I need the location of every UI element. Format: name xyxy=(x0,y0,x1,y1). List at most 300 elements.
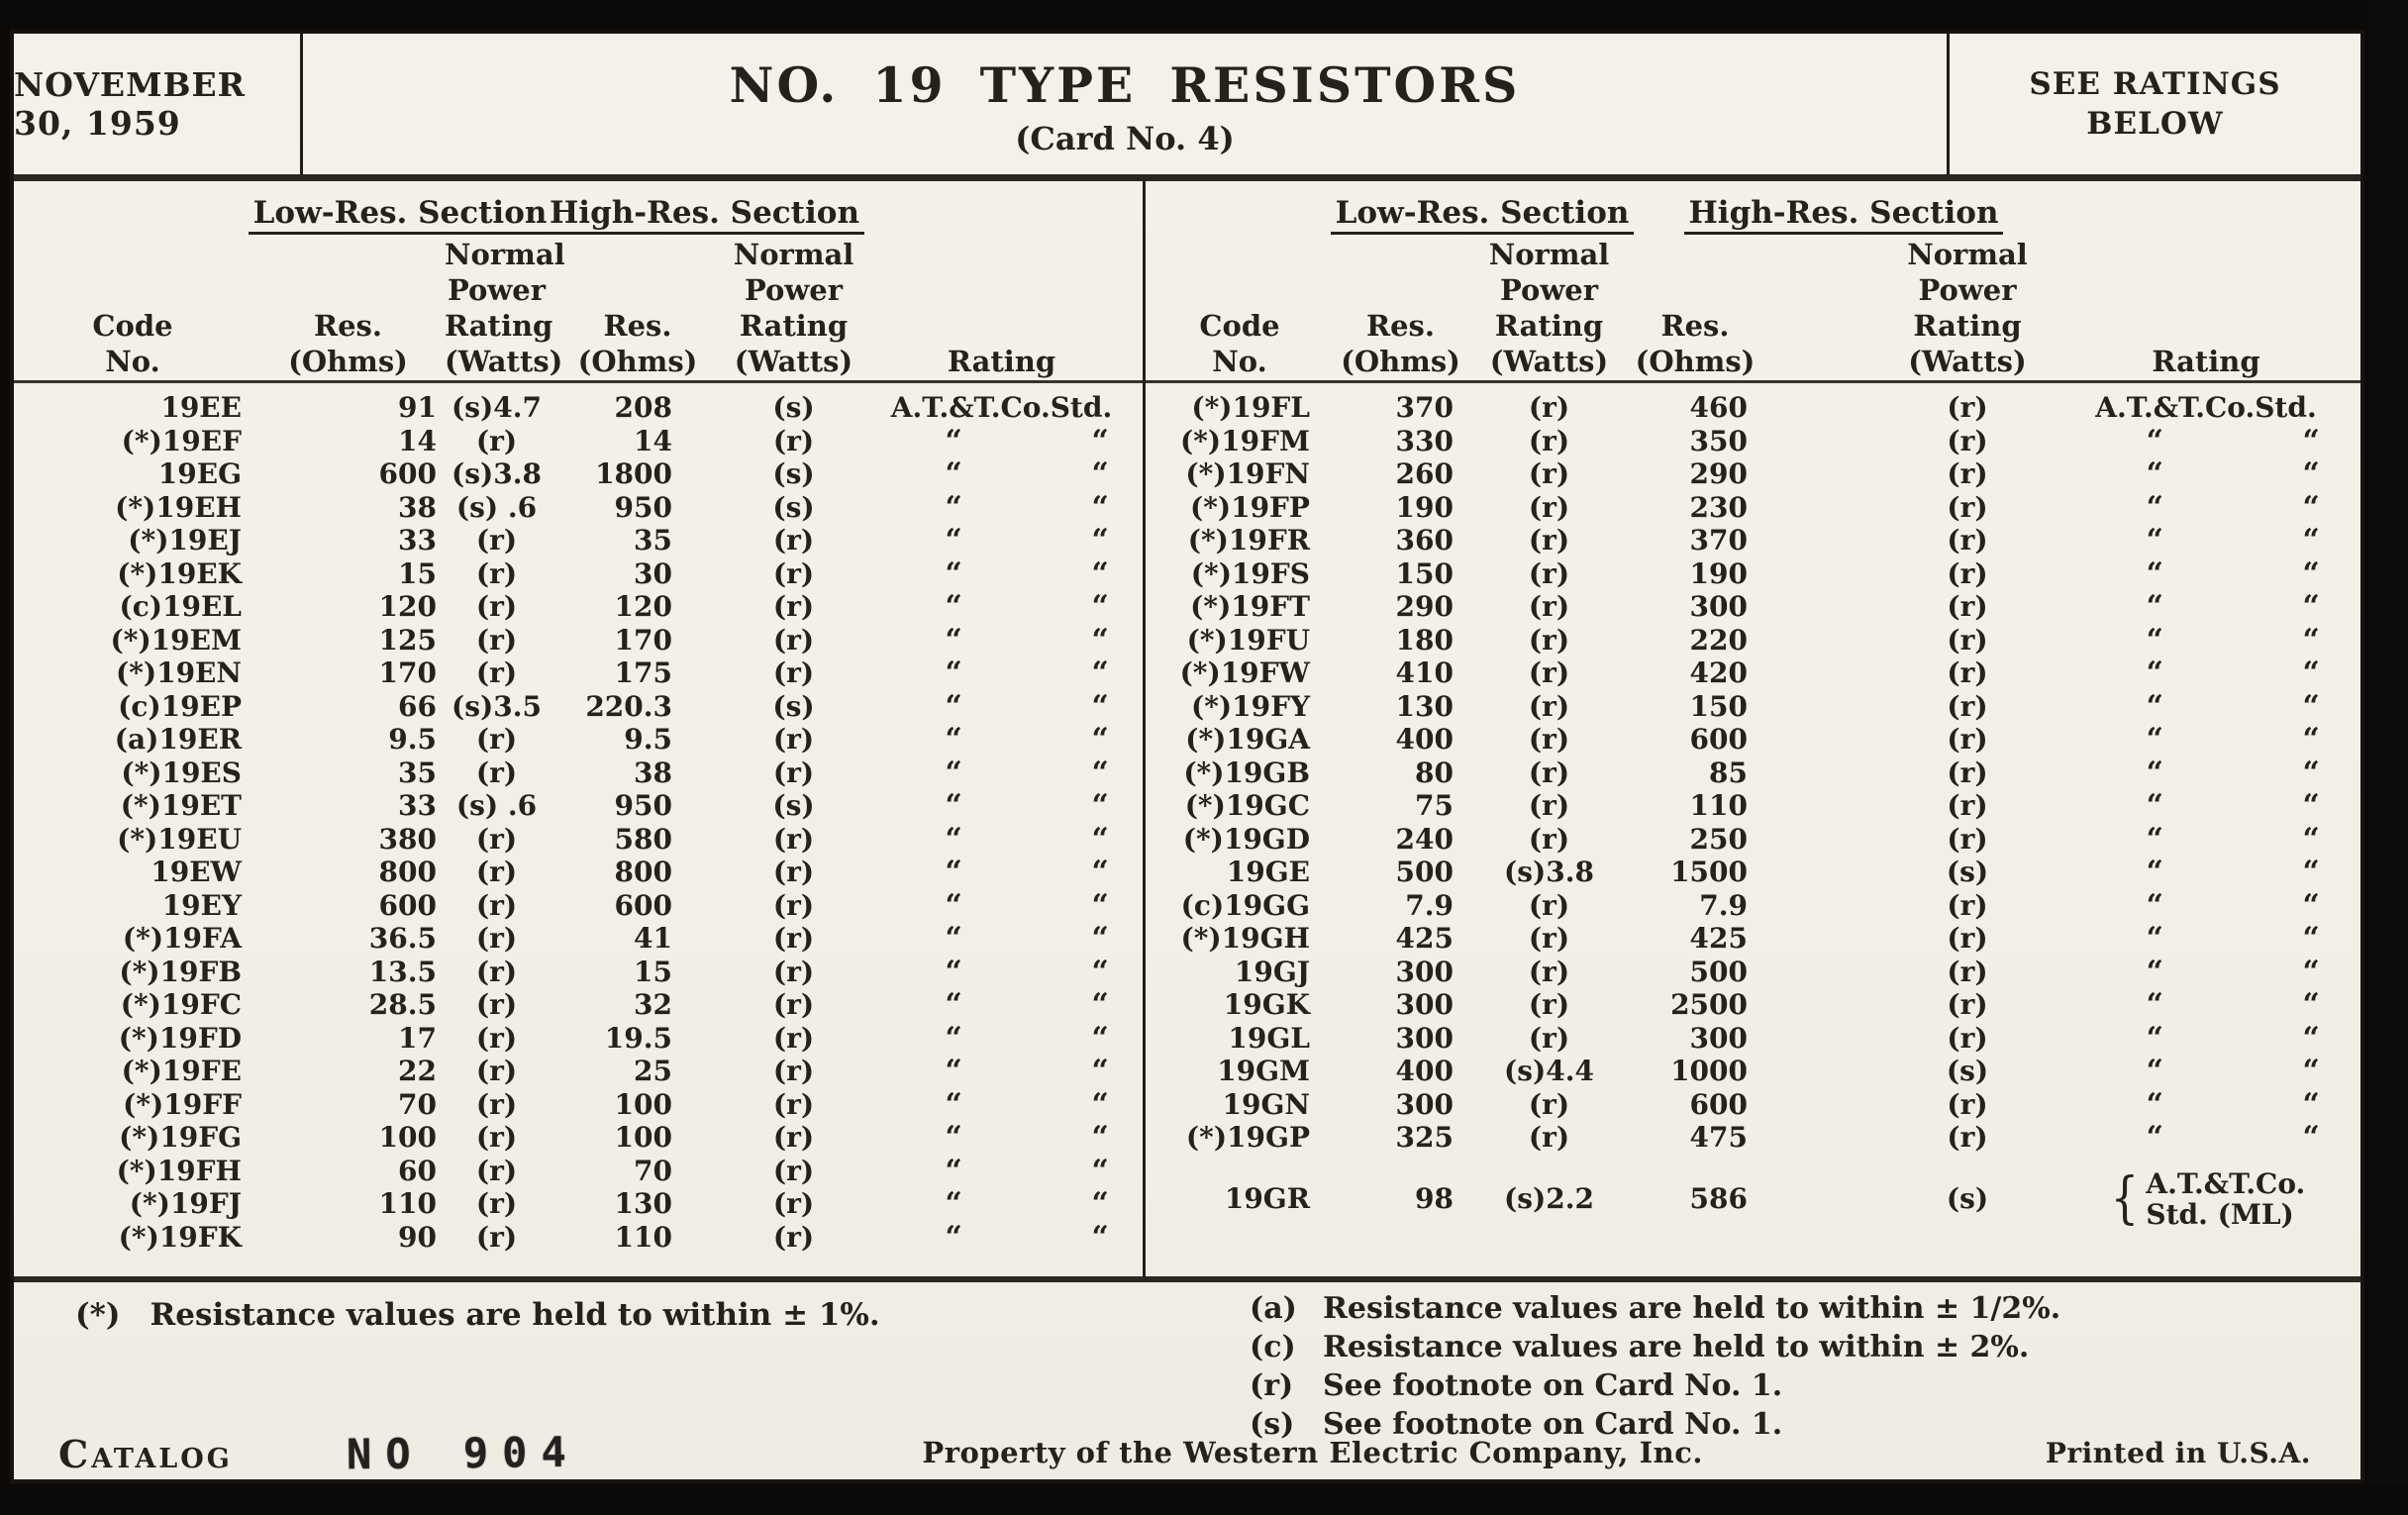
table-row xyxy=(14,922,1143,956)
watts-high-cell: (r) xyxy=(772,955,815,988)
watts-low-cell: (r) xyxy=(475,955,518,988)
res-low-cell: 22 xyxy=(398,1055,437,1088)
code-cell: (*)19GH xyxy=(1180,922,1310,956)
ditto-mark: “ xyxy=(1091,954,1109,989)
table-row xyxy=(14,1055,1143,1088)
rating-cell xyxy=(860,557,1143,590)
rating-cell xyxy=(860,789,1143,822)
rating-cell xyxy=(860,1088,1143,1121)
code-cell: (*)19FL xyxy=(1191,391,1310,425)
res-high-cell: 14 xyxy=(634,424,672,457)
res-low-cell: 75 xyxy=(1415,789,1454,823)
watts-low-cell: (r) xyxy=(1528,789,1570,823)
ditto-mark: “ xyxy=(1091,489,1109,525)
ditto-mark: “ xyxy=(945,722,962,758)
watts-low-cell: (r) xyxy=(475,556,518,590)
watts-high-cell: (r) xyxy=(1947,689,1988,723)
ditto-mark: “ xyxy=(2302,821,2320,857)
table-row xyxy=(14,823,1143,857)
watts-low-cell: (s)3.8 xyxy=(452,457,542,491)
res-high-cell: 290 xyxy=(1689,457,1748,491)
res-high-column-header: Res. (Ohms) xyxy=(1635,309,1756,378)
watts-low-column-header: Normal Power Rating (Watts) xyxy=(445,238,565,378)
watts-low-cell: (s)4.7 xyxy=(452,391,542,425)
res-high-cell: 38 xyxy=(634,756,672,789)
res-low-cell: 38 xyxy=(398,490,437,524)
low-res-section-label: Low-Res. Section xyxy=(249,185,552,231)
property-notice: Property of the Western Electric Company, Inc. xyxy=(922,1436,1704,1469)
watts-high-cell: (r) xyxy=(1947,723,1988,757)
table-row xyxy=(14,557,1143,591)
table-row xyxy=(14,988,1143,1022)
watts-high-cell: (r) xyxy=(1947,888,1988,922)
res-high-cell: 230 xyxy=(1689,490,1748,524)
ditto-mark: “ xyxy=(2146,556,2163,591)
watts-low-cell: (r) xyxy=(1528,888,1570,922)
watts-high-cell: (s) xyxy=(1946,856,1989,889)
rating-cell xyxy=(2057,789,2356,822)
watts-low-column-header: Normal Power Rating (Watts) xyxy=(1488,238,1610,378)
watts-low-cell: (r) xyxy=(1528,723,1570,757)
res-low-cell: 410 xyxy=(1395,656,1454,690)
ditto-mark: “ xyxy=(2146,589,2163,625)
right-table-header xyxy=(1146,185,2360,383)
res-high-cell: 600 xyxy=(1689,723,1748,757)
res-low-cell: 100 xyxy=(378,1121,437,1155)
rating-cell xyxy=(860,524,1143,556)
rating-cell xyxy=(2057,856,2356,888)
ditto-mark: “ xyxy=(2146,656,2163,691)
footnote-text: Resistance values are held to within ± 1%. xyxy=(150,1297,880,1333)
ditto-mark: “ xyxy=(2146,887,2163,923)
ditto-mark: “ xyxy=(1091,821,1109,857)
ditto-mark: “ xyxy=(945,456,962,492)
res-low-cell: 90 xyxy=(398,1220,437,1254)
watts-high-cell: (s) xyxy=(1946,1182,1989,1215)
ditto-mark: “ xyxy=(1091,523,1109,558)
res-high-column-header: Res. (Ohms) xyxy=(577,309,698,378)
watts-low-cell: (r) xyxy=(1528,590,1570,624)
ditto-mark: “ xyxy=(1091,788,1109,824)
res-low-cell: 600 xyxy=(378,457,437,491)
watts-high-cell: (s) xyxy=(1946,1055,1989,1088)
code-cell: (*)19GD xyxy=(1182,822,1310,856)
res-low-column-header: Res. (Ohms) xyxy=(1341,309,1460,378)
code-cell: 19GJ xyxy=(1234,955,1310,988)
ditto-mark: “ xyxy=(1091,622,1109,657)
watts-low-cell: (s)2.2 xyxy=(1504,1182,1594,1215)
watts-low-cell: (r) xyxy=(475,590,518,624)
rating-cell xyxy=(860,922,1143,955)
watts-low-cell: (r) xyxy=(475,1154,518,1187)
code-cell: 19GM xyxy=(1217,1055,1310,1088)
res-low-cell: 170 xyxy=(378,656,437,690)
code-cell: (*)19ET xyxy=(120,789,242,823)
ditto-mark: “ xyxy=(945,556,962,591)
rating-cell xyxy=(2057,1088,2356,1121)
watts-high-cell: (r) xyxy=(772,424,815,457)
ditto-mark: “ xyxy=(1091,1219,1109,1255)
ditto-mark: “ xyxy=(2146,987,2163,1023)
brace-glyph: { xyxy=(2110,1165,2139,1231)
header-divider-rule xyxy=(14,174,2360,181)
watts-high-cell: (r) xyxy=(772,556,815,590)
code-cell: (*)19GB xyxy=(1183,756,1310,789)
res-high-cell: 600 xyxy=(1689,1087,1748,1121)
code-cell: 19GK xyxy=(1223,988,1310,1022)
ditto-mark: “ xyxy=(2302,656,2320,691)
rating-cell xyxy=(860,491,1143,524)
rating-cell xyxy=(860,457,1143,490)
rating-cell xyxy=(2057,889,2356,922)
code-cell: (*)19FM xyxy=(1180,424,1310,457)
ditto-mark: “ xyxy=(1091,887,1109,923)
ditto-mark: “ xyxy=(945,887,962,923)
res-high-cell: 25 xyxy=(634,1055,672,1088)
res-low-cell: 400 xyxy=(1395,723,1454,757)
watts-high-cell: (r) xyxy=(772,1055,815,1088)
table-row xyxy=(1146,391,2360,425)
table-row xyxy=(14,524,1143,557)
code-cell: (*)19FD xyxy=(118,1021,242,1055)
watts-low-cell: (r) xyxy=(1528,689,1570,723)
code-column-header: Code No. xyxy=(92,309,173,378)
rating-lines xyxy=(2146,1168,2305,1230)
res-high-cell: 175 xyxy=(614,656,672,690)
ditto-mark: “ xyxy=(2302,456,2320,492)
res-low-cell: 130 xyxy=(1395,689,1454,723)
res-high-cell: 100 xyxy=(614,1087,672,1121)
right-table xyxy=(1143,181,2360,1276)
table-row xyxy=(14,889,1143,923)
code-cell: 19EG xyxy=(157,457,242,491)
watts-high-cell: (r) xyxy=(772,1154,815,1187)
title-cell xyxy=(303,34,1947,174)
code-cell: (*)19FH xyxy=(116,1154,242,1187)
res-high-cell: 300 xyxy=(1689,1021,1748,1055)
watts-high-cell: (r) xyxy=(772,524,815,557)
rating-cell xyxy=(860,823,1143,856)
watts-high-column-header: Normal Power Rating (Watts) xyxy=(733,238,854,378)
ditto-mark: “ xyxy=(2302,556,2320,591)
footnote-c: (c) Resistance values are held to within ± 2%. xyxy=(1250,1330,2030,1364)
rating-cell xyxy=(2057,757,2356,789)
code-cell: (*)19EM xyxy=(110,623,242,656)
ditto-mark: “ xyxy=(1091,1120,1109,1156)
watts-high-cell: (r) xyxy=(1947,490,1988,524)
ditto-mark: “ xyxy=(1091,423,1109,458)
table-row xyxy=(14,656,1143,690)
res-low-cell: 300 xyxy=(1395,955,1454,988)
catalog-label: Catalog xyxy=(58,1431,233,1476)
table-row xyxy=(1146,690,2360,724)
watts-high-cell: (s) xyxy=(772,457,815,491)
res-low-cell: 66 xyxy=(398,689,437,723)
table-row xyxy=(14,624,1143,657)
res-low-cell: 120 xyxy=(378,590,437,624)
rating-cell xyxy=(2057,1165,2356,1231)
table-row xyxy=(1146,1121,2360,1155)
res-low-cell: 800 xyxy=(378,856,437,889)
res-low-cell: 125 xyxy=(378,623,437,656)
ditto-mark: “ xyxy=(1091,688,1109,724)
ditto-mark: “ xyxy=(2302,954,2320,989)
ditto-mark: “ xyxy=(945,1020,962,1056)
res-high-cell: 208 xyxy=(614,391,672,425)
res-low-cell: 13.5 xyxy=(368,955,437,988)
code-cell: (*)19FE xyxy=(121,1055,242,1088)
res-low-cell: 190 xyxy=(1395,490,1454,524)
ditto-mark: “ xyxy=(2302,423,2320,458)
ditto-mark: “ xyxy=(2302,855,2320,890)
ditto-mark: “ xyxy=(945,821,962,857)
res-high-cell: 420 xyxy=(1689,656,1748,690)
left-table-header xyxy=(14,185,1143,383)
code-cell: 19EE xyxy=(160,391,242,425)
ditto-mark: “ xyxy=(2302,489,2320,525)
low-res-section-label: Low-Res. Section xyxy=(1331,185,1635,231)
footnote-a: (a) Resistance values are held to within ± 1/2%. xyxy=(1250,1291,2061,1326)
rating-cell xyxy=(2057,624,2356,656)
ditto-mark: “ xyxy=(2146,523,2163,558)
rating-cell xyxy=(2057,656,2356,689)
footnote-symbol: (*) xyxy=(75,1297,121,1333)
watts-low-cell: (r) xyxy=(1528,1121,1570,1155)
res-high-cell: 800 xyxy=(614,856,672,889)
table-row xyxy=(14,856,1143,889)
watts-low-cell: (r) xyxy=(1528,457,1570,491)
table-row xyxy=(14,1121,1143,1155)
watts-high-cell: (r) xyxy=(1947,822,1988,856)
table-row xyxy=(1146,491,2360,525)
table-row xyxy=(1146,425,2360,458)
ditto-mark: “ xyxy=(1091,1020,1109,1056)
watts-low-cell: (r) xyxy=(1528,756,1570,789)
table-row xyxy=(1146,524,2360,557)
table-row xyxy=(14,391,1143,425)
watts-low-cell: (s)3.5 xyxy=(452,689,542,723)
watts-high-cell: (r) xyxy=(772,1187,815,1221)
ditto-mark: “ xyxy=(945,855,962,890)
rating-cell xyxy=(860,624,1143,656)
rating-cell xyxy=(2057,1121,2356,1154)
table-row xyxy=(1146,656,2360,690)
watts-low-cell: (r) xyxy=(475,856,518,889)
table-row xyxy=(14,457,1143,491)
watts-low-cell: (r) xyxy=(475,922,518,956)
rating-cell xyxy=(860,1221,1143,1254)
watts-high-cell: (r) xyxy=(1947,1087,1988,1121)
res-low-cell: 290 xyxy=(1395,590,1454,624)
res-low-cell: 33 xyxy=(398,789,437,823)
table-row xyxy=(14,1155,1143,1188)
table-row xyxy=(1146,723,2360,757)
rating-cell xyxy=(860,590,1143,623)
code-cell: (*)19FK xyxy=(118,1220,242,1254)
res-low-cell: 370 xyxy=(1395,391,1454,425)
ditto-mark: “ xyxy=(1091,456,1109,492)
left-table xyxy=(14,181,1143,1276)
rating-cell xyxy=(860,1155,1143,1187)
ditto-mark: “ xyxy=(2146,821,2163,857)
res-low-cell: 33 xyxy=(398,524,437,557)
ditto-mark: “ xyxy=(2146,855,2163,890)
res-high-cell: 1000 xyxy=(1670,1055,1748,1088)
code-cell: 19GL xyxy=(1228,1021,1310,1055)
watts-low-cell: (s)3.8 xyxy=(1504,856,1594,889)
code-cell: (*)19FT xyxy=(1190,590,1310,624)
rating-cell xyxy=(860,690,1143,723)
ditto-mark: “ xyxy=(1091,656,1109,691)
code-cell: (*)19EF xyxy=(121,424,242,457)
res-low-cell: 35 xyxy=(398,756,437,789)
see-ratings-cell xyxy=(1947,34,2360,174)
rating-cell xyxy=(2057,457,2356,490)
watts-high-cell: (r) xyxy=(1947,590,1988,624)
watts-high-cell: (r) xyxy=(772,822,815,856)
table-row xyxy=(1146,757,2360,790)
rating-cell xyxy=(2057,690,2356,723)
watts-low-cell: (r) xyxy=(475,988,518,1022)
code-cell: (*)19FS xyxy=(1190,556,1310,590)
code-cell: (*)19FW xyxy=(1179,656,1310,690)
res-high-cell: 110 xyxy=(614,1220,672,1254)
rating-cell xyxy=(2057,491,2356,524)
res-high-cell: 130 xyxy=(614,1187,672,1221)
ditto-mark: “ xyxy=(1091,855,1109,890)
ditto-mark: “ xyxy=(2146,921,2163,957)
res-low-cell: 150 xyxy=(1395,556,1454,590)
ditto-mark: “ xyxy=(1091,589,1109,625)
res-high-cell: 600 xyxy=(614,888,672,922)
watts-low-cell: (r) xyxy=(475,1220,518,1254)
res-low-cell: 600 xyxy=(378,888,437,922)
ditto-mark: “ xyxy=(945,1120,962,1156)
watts-high-column-header: Normal Power Rating (Watts) xyxy=(1907,238,2028,378)
footnote-divider-rule xyxy=(14,1276,2360,1282)
res-high-cell: 350 xyxy=(1689,424,1748,457)
watts-low-cell: (s) .6 xyxy=(455,789,538,823)
left-table-body xyxy=(14,391,1143,1254)
footnote-asterisk xyxy=(75,1297,880,1333)
watts-high-cell: (r) xyxy=(772,1121,815,1155)
watts-high-cell: (r) xyxy=(772,756,815,789)
rating-cell xyxy=(860,856,1143,888)
ditto-mark: “ xyxy=(945,755,962,790)
table-row xyxy=(1146,1166,2360,1232)
ditto-mark: “ xyxy=(2146,456,2163,492)
watts-high-cell: (r) xyxy=(772,922,815,956)
ditto-mark: “ xyxy=(1091,1054,1109,1089)
ditto-mark: “ xyxy=(2302,1054,2320,1089)
code-cell: (c)19EP xyxy=(118,689,242,723)
res-high-cell: 460 xyxy=(1689,391,1748,425)
ditto-mark: “ xyxy=(945,523,962,558)
rating-cell xyxy=(860,889,1143,922)
rating-cell xyxy=(2057,988,2356,1021)
code-cell: (*)19FN xyxy=(1185,457,1310,491)
ditto-mark: “ xyxy=(2302,1120,2320,1156)
code-cell: (*)19FF xyxy=(123,1087,242,1121)
watts-low-cell: (r) xyxy=(1528,391,1570,425)
rating-cell xyxy=(860,1187,1143,1220)
ditto-mark: “ xyxy=(2302,722,2320,758)
res-high-cell: 425 xyxy=(1689,922,1748,956)
ditto-mark: “ xyxy=(1091,556,1109,591)
watts-low-cell: (r) xyxy=(475,723,518,757)
watts-low-cell: (r) xyxy=(1528,822,1570,856)
scanned-catalog-card xyxy=(10,30,2364,1483)
rating-cell xyxy=(860,656,1143,689)
watts-low-cell: (r) xyxy=(475,1087,518,1121)
rating-cell xyxy=(2057,723,2356,756)
code-cell: (*)19FB xyxy=(119,955,242,988)
table-row xyxy=(1146,856,2360,889)
res-high-cell: 30 xyxy=(634,556,672,590)
rating-cell xyxy=(2057,1022,2356,1055)
res-low-cell: 15 xyxy=(398,556,437,590)
code-cell: (c)19EL xyxy=(119,590,242,624)
watts-low-cell: (r) xyxy=(1528,623,1570,656)
printed-in-usa: Printed in U.S.A. xyxy=(2045,1436,2311,1469)
code-cell: 19GN xyxy=(1222,1087,1310,1121)
code-cell: 19EY xyxy=(161,888,242,922)
watts-high-cell: (r) xyxy=(1947,623,1988,656)
res-high-cell: 19.5 xyxy=(604,1021,672,1055)
watts-high-cell: (r) xyxy=(772,656,815,690)
footnotes-section xyxy=(14,1285,2360,1442)
footnote-r: (r) See footnote on Card No. 1. xyxy=(1250,1368,1783,1403)
page-title: NO. 19 TYPE RESISTORS xyxy=(729,56,1521,114)
rating-line: Std. (ML) xyxy=(2146,1197,2294,1231)
rating-cell xyxy=(860,988,1143,1021)
code-cell: (*)19FY xyxy=(1191,689,1310,723)
rating-cell xyxy=(2057,425,2356,457)
ditto-mark: “ xyxy=(2302,788,2320,824)
ditto-mark: “ xyxy=(1091,1153,1109,1188)
ditto-mark: “ xyxy=(945,589,962,625)
res-high-cell: 170 xyxy=(614,623,672,656)
rating-cell xyxy=(2057,557,2356,590)
code-cell: (*)19FU xyxy=(1186,623,1310,656)
table-row xyxy=(14,1088,1143,1122)
res-high-cell: 110 xyxy=(1689,789,1748,823)
watts-low-cell: (r) xyxy=(475,822,518,856)
table-row xyxy=(1146,1022,2360,1056)
code-cell: (*)19GA xyxy=(1185,723,1310,757)
see-ratings-line1: SEE RATINGS xyxy=(2029,66,2281,102)
ditto-mark: “ xyxy=(1091,921,1109,957)
rating-cell xyxy=(2057,922,2356,955)
watts-high-cell: (r) xyxy=(772,623,815,656)
ditto-mark: “ xyxy=(2302,921,2320,957)
res-high-cell: 500 xyxy=(1689,955,1748,988)
ditto-mark: “ xyxy=(2302,1086,2320,1122)
res-low-cell: 91 xyxy=(398,391,437,425)
rating-cell xyxy=(2057,524,2356,556)
rating-cell xyxy=(2057,956,2356,988)
watts-low-cell: (r) xyxy=(1528,490,1570,524)
watts-high-cell: (r) xyxy=(1947,922,1988,956)
res-low-column-header: Res. (Ohms) xyxy=(288,309,408,378)
watts-low-cell: (r) xyxy=(475,524,518,557)
watts-high-cell: (s) xyxy=(772,789,815,823)
code-column-header: Code No. xyxy=(1199,309,1280,378)
ditto-mark: “ xyxy=(945,921,962,957)
res-low-cell: 28.5 xyxy=(368,988,437,1022)
ditto-mark: “ xyxy=(1091,1186,1109,1222)
table-row xyxy=(1146,956,2360,989)
